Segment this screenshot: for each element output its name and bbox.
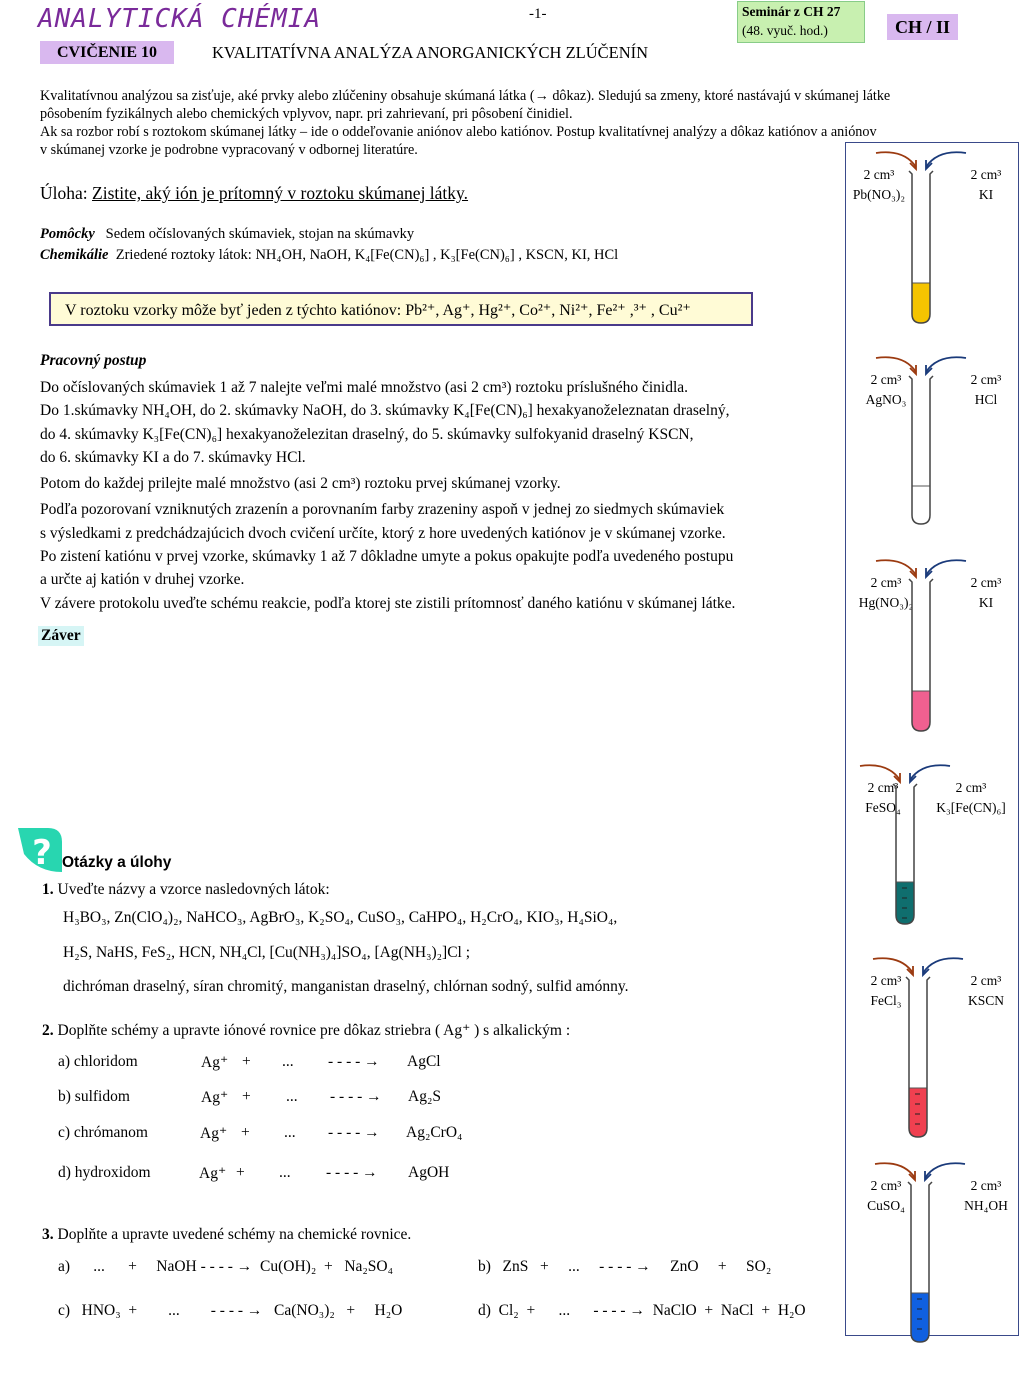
brown-arrow (876, 560, 916, 575)
intro-text (40, 87, 960, 159)
left-reagent: Hg(NO₃)₂ (858, 595, 914, 610)
q2-arrow: - - - - → (328, 1124, 380, 1141)
blue-arrow (923, 958, 963, 973)
q2-ion: Ag⁺ (201, 1089, 229, 1106)
left-reagent: FeCl₃ (870, 993, 902, 1008)
right-amount: 2 cm³ (970, 167, 1002, 182)
q2-plus: + (242, 1088, 251, 1105)
chemicals (40, 247, 618, 264)
procedure-line: s výsledkami z predchádzajúcich dvoch cvičení určíte, ktorý z hore uvedených katiónov je v skúmanej vzorke. (40, 524, 726, 542)
blue-arrow (926, 357, 966, 372)
procedure-line: Do očíslovaných skúmaviek 1 až 7 nalejte veľmi malé množstvo (asi 2 cm³) roztoku príslušného činidla. (40, 379, 689, 396)
page-number: -1- (529, 6, 547, 22)
procedure-text (40, 376, 830, 615)
aids-text: Sedem očíslovaných skúmaviek, stojan na skúmavky (105, 226, 415, 242)
right-reagent: KI (978, 595, 994, 610)
procedure-line: Potom do každej prilejte malé množstvo (asi 2 cm³) roztoku prvej skúmanej vzorky. (40, 475, 561, 493)
right-reagent: K₃[Fe(CN)₆] (936, 800, 1006, 815)
q3-equation-c: c) HNO₃ + ... - - - - → Ca(NO₃)₂ + H₂O (58, 1302, 403, 1319)
q2-dots: ... (282, 1053, 294, 1070)
right-amount: 2 cm³ (970, 575, 1002, 590)
q2-label: c) chrómanom (58, 1124, 148, 1141)
q1-names: dichróman draselný, síran chromitý, manganistan draselný, chlórnan sodný, sulfid amónny. (63, 978, 629, 995)
procedure-line: V závere protokolu uveďte schému reakcie, podľa ktorej ste zistili prítomnosť daného katiónu v skúmanej látke. (40, 594, 736, 612)
q2-product: AgOH (408, 1164, 450, 1181)
q2-ion: Ag⁺ (201, 1054, 229, 1071)
left-reagent: Pb(NO₃)₂ (852, 187, 906, 202)
question-number: 1. (42, 881, 54, 898)
exercise-title: KVALITATÍVNA ANALÝZA ANORGANICKÝCH ZLÚČENÍN (212, 43, 649, 62)
left-reagent: FeSO₄ (865, 800, 901, 815)
question-number: 3. (42, 1226, 54, 1243)
intro-line: Ak sa rozbor robí s roztokom skúmanej látky – ide o oddeľovanie aniónov alebo katiónov. Postup kvalitatívnej analýzy a dôkaz katiónov a aniónov (40, 124, 877, 140)
q3-equation-d: d) Cl₂ + ... - - - - → NaClO + NaCl + H₂O (478, 1302, 806, 1319)
subject-title: ANALYTICKÁ CHÉMIA (38, 4, 322, 34)
question-text: Doplňte schémy a upravte iónové rovnice pre dôkaz striebra ( Ag⁺ ) s alkalickým : (57, 1022, 571, 1039)
q3-equation-a: a) ... + NaOH - - - - → Cu(OH)₂ + Na₂SO₄ (58, 1258, 394, 1275)
q2-label: a) chloridom (58, 1053, 138, 1070)
brown-arrow (875, 1163, 915, 1178)
q2-plus: + (242, 1053, 251, 1070)
brown-arrow (873, 958, 913, 973)
liquid (912, 486, 930, 524)
aids-label: Pomôcky (40, 226, 95, 242)
q1-formulas-2: H₂S, NaHS, FeS₂, HCN, NH₄Cl, [Cu(NH₃)₄]SO₄, [Ag(NH₃)₂]Cl ; (63, 944, 471, 961)
q2-arrow: - - - - → (326, 1164, 378, 1181)
q2-dots: ... (279, 1164, 291, 1181)
chemicals-label: Chemikálie (40, 247, 109, 263)
q2-product: Ag₂S (408, 1088, 441, 1105)
blue-arrow (925, 1163, 965, 1178)
liquid (911, 1293, 929, 1342)
procedure-line: Podľa pozorovaní vzniknutých zrazenín a porovnaním farby zrazeniny aspoň v jednej zo siedmych skúmaviek (40, 501, 725, 519)
left-amount: 2 cm³ (867, 780, 899, 795)
left-amount: 2 cm³ (870, 973, 902, 988)
liquid (909, 1088, 927, 1137)
svg-text:?: ? (32, 833, 52, 873)
right-amount: 2 cm³ (970, 1178, 1002, 1193)
left-amount: 2 cm³ (870, 372, 902, 387)
procedure-line: a určte aj katión v druhej vzorke. (40, 571, 245, 589)
q3-equation-b: b) ZnS + ... - - - - → ZnO + SO₂ (478, 1258, 772, 1275)
exercise-label: CVIČENIE 10 (40, 41, 174, 64)
q1-formulas-1: H₃BO₃, Zn(ClO₄)₂, NaHCO₃, AgBrO₃, K₂SO₄, CuSO₃, CaHPO₄, H₂CrO₄, KIO₃, H₄SiO₄, (63, 909, 618, 926)
task-label: Úloha: (40, 183, 88, 203)
test-tube (865, 1160, 975, 1380)
aids (40, 226, 414, 243)
q2-arrow: - - - - → (328, 1053, 380, 1070)
q2-product: Ag₂CrO₄ (406, 1124, 463, 1141)
q2-label: d) hydroxidom (58, 1164, 151, 1181)
test-tube (863, 955, 973, 1175)
left-reagent: AgNO₃ (865, 392, 907, 407)
liquid (912, 283, 930, 323)
seminar-line2: (48. vyuč. hod.) (742, 23, 828, 38)
procedure-line: do 4. skúmavky K₃[Fe(CN)₆] hexakyanoželezitan draselný, do 5. skúmavky sulfokyanid draselný KSCN, (40, 425, 694, 443)
right-reagent: NH₄OH (964, 1198, 1008, 1213)
brown-arrow (860, 765, 900, 780)
brown-arrow (876, 357, 916, 372)
test-tube (866, 557, 976, 769)
intro-line: Kvalitatívnou analýzou sa zisťuje, aké prvky alebo zlúčeniny obsahuje skúmaná látka (→ dôkaz). Sledujú sa zmeny, ktoré nastávajú v skúmanej látke (40, 88, 891, 104)
procedure-line: Po zistení katiónu v prvej vzorke, skúmavky 1 až 7 dôkladne umyte a pokus opakujte podľa uvedeného postupu (40, 548, 734, 566)
questions-title: Otázky a úlohy (62, 854, 172, 871)
q2-ion: Ag⁺ (199, 1165, 227, 1182)
question-number: 2. (42, 1022, 54, 1039)
question-mark-icon (18, 828, 62, 879)
blue-arrow (926, 152, 966, 167)
question-text: Doplňte a upravte uvedené schémy na chemické rovnice. (57, 1226, 412, 1243)
q2-dots: ... (286, 1088, 298, 1105)
task-text: Zistite, aký ión je prítomný v roztoku skúmanej látky. (92, 183, 469, 203)
question-text: Uveďte názvy a vzorce nasledovných látok: (57, 881, 330, 898)
test-tube (866, 149, 976, 361)
right-reagent: KI (978, 187, 994, 202)
right-amount: 2 cm³ (955, 780, 987, 795)
right-reagent: HCl (974, 392, 998, 407)
test-tube (850, 762, 960, 962)
left-reagent: CuSO₄ (867, 1198, 905, 1213)
q2-dots: ... (284, 1124, 296, 1141)
question-1 (42, 881, 330, 899)
test-tube (866, 354, 976, 562)
q2-product: AgCl (407, 1053, 441, 1070)
sample-cations-box: V roztoku vzorky môže byť jeden z týchto katiónov: Pb²⁺, Ag⁺, Hg²⁺, Co²⁺, Ni²⁺, Fe²⁺ ,³⁺ , Cu²⁺ (49, 292, 753, 326)
intro-line: pôsobením fyzikálnych alebo chemických vplyvov, napr. pri zahrievaní, pri pôsobení činidiel. (40, 106, 573, 122)
brown-arrow (876, 152, 916, 167)
procedure-title: Pracovný postup (40, 352, 147, 369)
q2-arrow: - - - - → (330, 1088, 382, 1105)
class-code-badge: CH / II (887, 14, 958, 40)
right-reagent: KSCN (967, 993, 1004, 1008)
blue-arrow (926, 560, 966, 575)
task (40, 183, 468, 204)
liquid (912, 691, 930, 731)
seminar-badge (737, 1, 865, 43)
q2-ion: Ag⁺ (200, 1125, 228, 1142)
question-2 (42, 1021, 570, 1040)
chemicals-text: Zriedené roztoky látok: NH₄OH, NaOH, K₄[Fe(CN)₆] , K₃[Fe(CN)₆] , KSCN, KI, HCl (115, 247, 619, 263)
procedure-line: do 6. skúmavky KI a do 7. skúmavky HCl. (40, 448, 306, 466)
left-amount: 2 cm³ (863, 167, 895, 182)
left-amount: 2 cm³ (870, 575, 902, 590)
right-amount: 2 cm³ (970, 372, 1002, 387)
intro-line: v skúmanej vzorke je podrobne vypracovaný v odbornej literatúre. (40, 142, 418, 158)
procedure-line: Do 1.skúmavky NH₄OH, do 2. skúmavky NaOH, do 3. skúmavky K₄[Fe(CN)₆] hexakyanoželeznatan draselný, (40, 402, 730, 420)
q2-plus: + (241, 1124, 250, 1141)
q2-plus: + (236, 1164, 245, 1181)
q2-label: b) sulfidom (58, 1088, 130, 1105)
seminar-line1: Seminár z CH 27 (742, 4, 841, 19)
blue-arrow (910, 765, 950, 780)
left-amount: 2 cm³ (870, 1178, 902, 1193)
conclusion-label: Záver (38, 626, 84, 646)
right-amount: 2 cm³ (970, 973, 1002, 988)
question-3 (42, 1226, 411, 1244)
